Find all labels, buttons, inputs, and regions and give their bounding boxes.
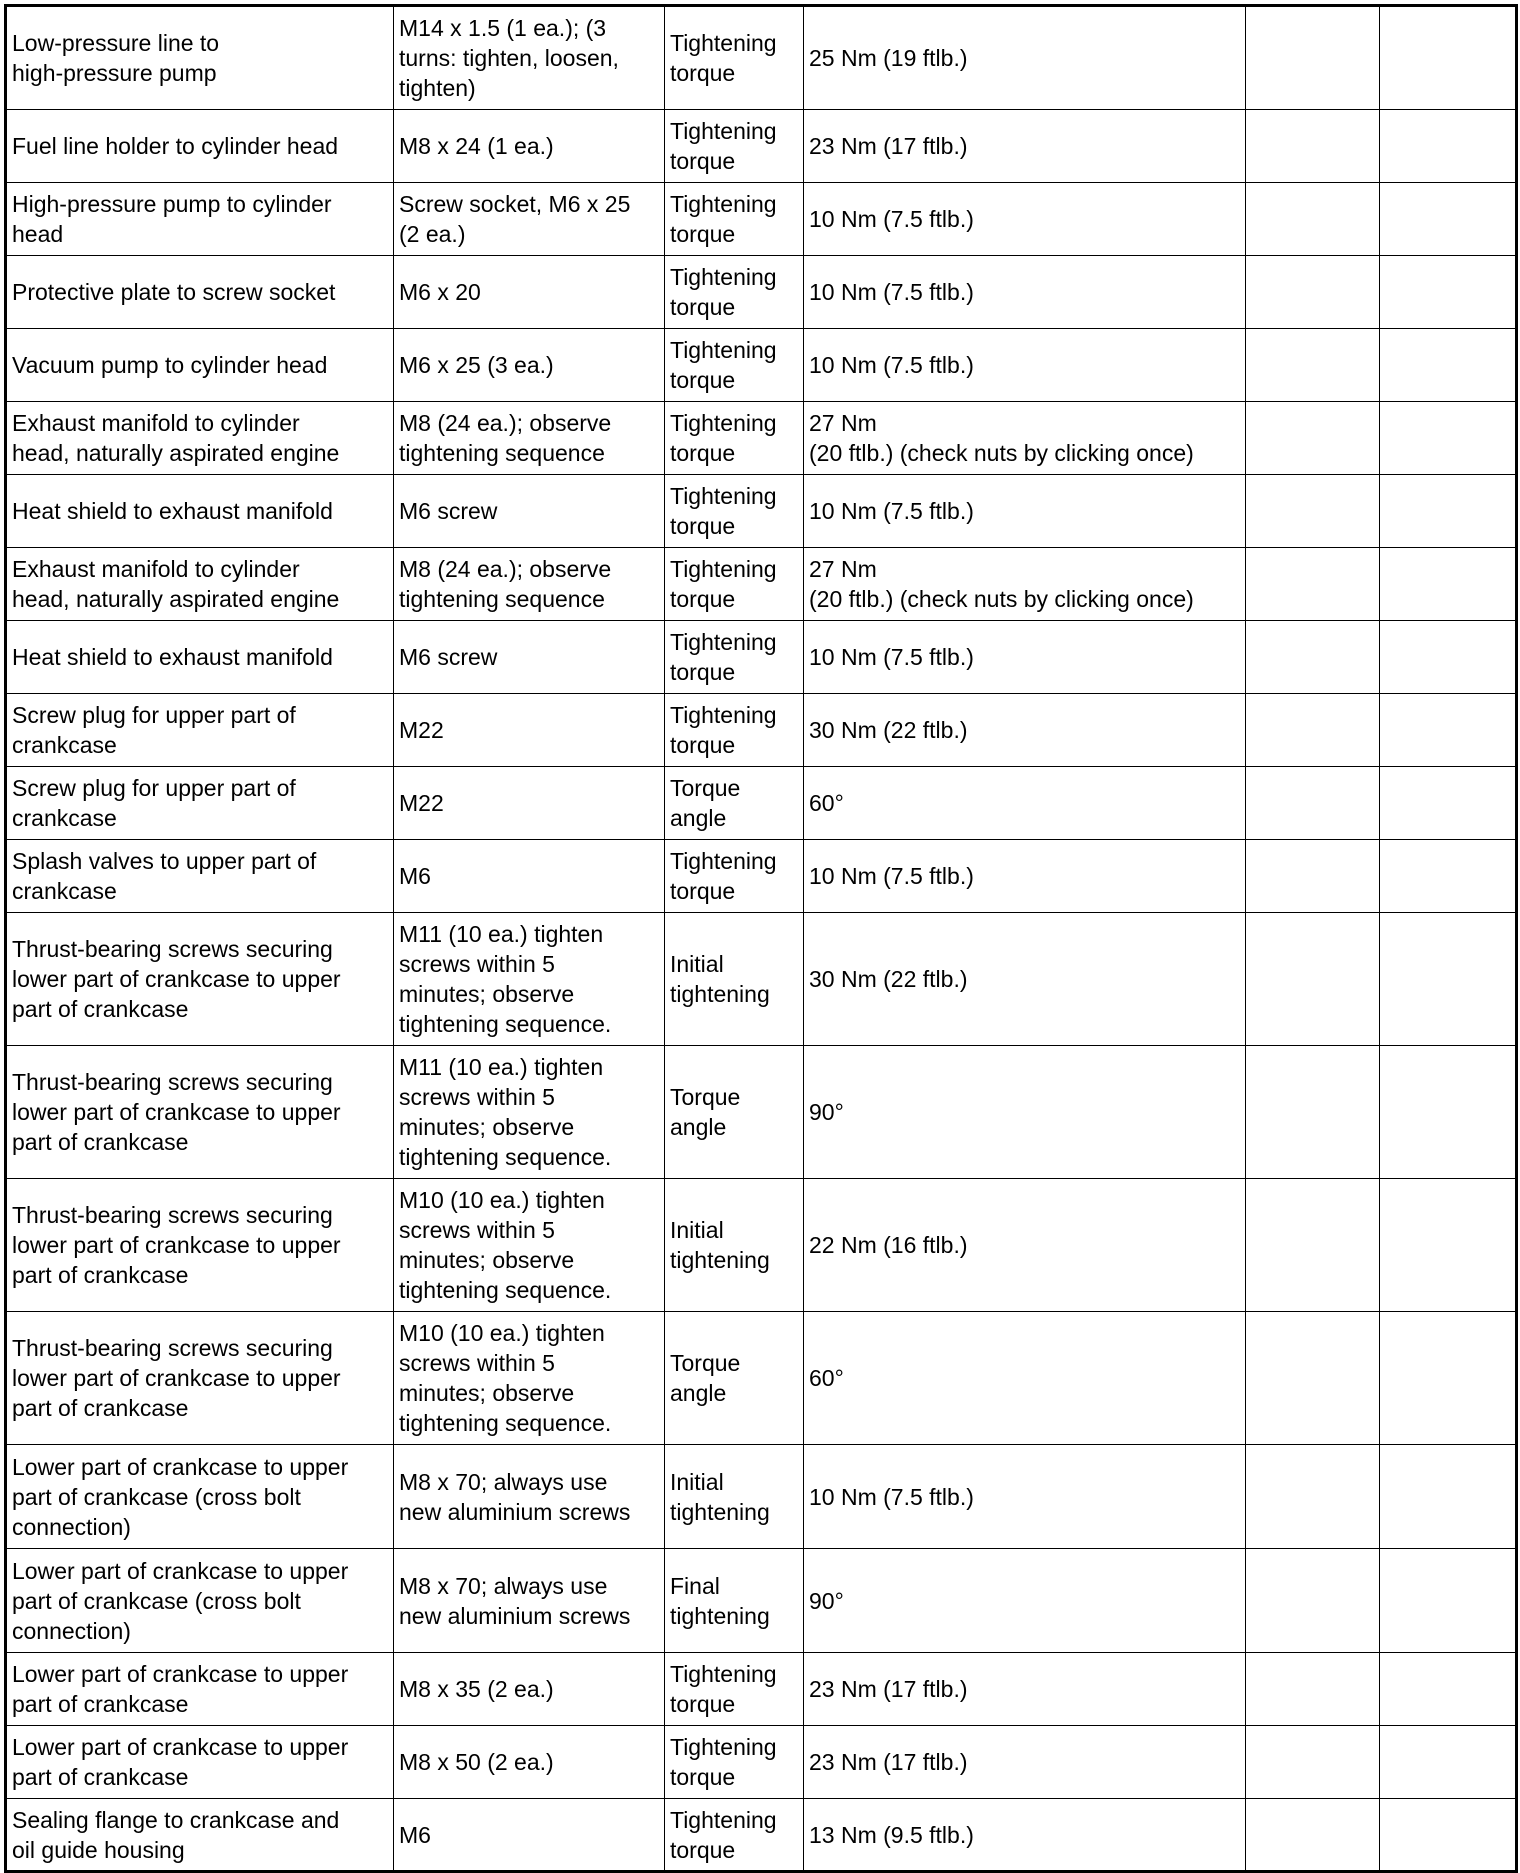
table-row (6, 256, 1517, 329)
table-row (6, 1312, 1517, 1445)
cell-blank (1380, 1046, 1517, 1179)
cell-blank (1380, 767, 1517, 840)
table-row (6, 840, 1517, 913)
cell-fastener: M11 (10 ea.) tighten screws within 5 minutes; observe tightening sequence. (394, 1046, 665, 1179)
cell-blank (1380, 1312, 1517, 1445)
table-row (6, 6, 1517, 110)
cell-blank (1246, 1312, 1380, 1445)
torque-spec-table (4, 4, 1518, 1873)
cell-value: 10 Nm (7.5 ftlb.) (804, 183, 1246, 256)
cell-value: 10 Nm (7.5 ftlb.) (804, 256, 1246, 329)
cell-fastener: M8 x 70; always use new aluminium screws (394, 1549, 665, 1653)
cell-component: Heat shield to exhaust manifold (6, 621, 394, 694)
cell-value: 30 Nm (22 ftlb.) (804, 694, 1246, 767)
cell-value: 90° (804, 1046, 1246, 1179)
cell-fastener: M6 x 25 (3 ea.) (394, 329, 665, 402)
cell-blank (1246, 402, 1380, 475)
cell-type: Tightening torque (665, 475, 804, 548)
cell-type: Tightening torque (665, 329, 804, 402)
cell-fastener: M8 (24 ea.); observe tightening sequence (394, 402, 665, 475)
cell-blank (1380, 183, 1517, 256)
cell-blank (1380, 694, 1517, 767)
cell-blank (1380, 621, 1517, 694)
cell-type: Initial tightening (665, 1179, 804, 1312)
cell-component: Thrust-bearing screws securing lower part of crankcase to upper part of crankcase (6, 1312, 394, 1445)
cell-blank (1246, 1046, 1380, 1179)
cell-value: 22 Nm (16 ftlb.) (804, 1179, 1246, 1312)
cell-value: 30 Nm (22 ftlb.) (804, 913, 1246, 1046)
cell-blank (1246, 621, 1380, 694)
cell-value: 23 Nm (17 ftlb.) (804, 1726, 1246, 1799)
cell-fastener: M8 x 24 (1 ea.) (394, 110, 665, 183)
cell-blank (1246, 183, 1380, 256)
cell-blank (1246, 548, 1380, 621)
table-row (6, 110, 1517, 183)
table-row (6, 183, 1517, 256)
cell-value: 60° (804, 767, 1246, 840)
cell-blank (1246, 256, 1380, 329)
cell-blank (1246, 694, 1380, 767)
cell-component: Heat shield to exhaust manifold (6, 475, 394, 548)
cell-fastener: M6 screw (394, 621, 665, 694)
cell-fastener: M6 (394, 840, 665, 913)
cell-component: Thrust-bearing screws securing lower part of crankcase to upper part of crankcase (6, 1046, 394, 1179)
cell-blank (1380, 1549, 1517, 1653)
cell-blank (1380, 1445, 1517, 1549)
table-row (6, 548, 1517, 621)
cell-value: 25 Nm (19 ftlb.) (804, 6, 1246, 110)
cell-value: 23 Nm (17 ftlb.) (804, 110, 1246, 183)
cell-blank (1380, 402, 1517, 475)
cell-blank (1246, 475, 1380, 548)
cell-fastener: M8 x 35 (2 ea.) (394, 1653, 665, 1726)
cell-fastener: M6 (394, 1799, 665, 1872)
cell-blank (1246, 1799, 1380, 1872)
cell-value: 60° (804, 1312, 1246, 1445)
cell-blank (1380, 913, 1517, 1046)
cell-type: Tightening torque (665, 6, 804, 110)
cell-type: Initial tightening (665, 1445, 804, 1549)
table-row (6, 402, 1517, 475)
cell-blank (1246, 1549, 1380, 1653)
cell-blank (1380, 1653, 1517, 1726)
table-row (6, 694, 1517, 767)
cell-component: Sealing flange to crankcase and oil guide housing (6, 1799, 394, 1872)
cell-type: Tightening torque (665, 1799, 804, 1872)
cell-type: Tightening torque (665, 621, 804, 694)
cell-blank (1380, 1726, 1517, 1799)
cell-component: Exhaust manifold to cylinder head, naturally aspirated engine (6, 402, 394, 475)
cell-component: Protective plate to screw socket (6, 256, 394, 329)
cell-blank (1246, 329, 1380, 402)
cell-blank (1380, 6, 1517, 110)
table-row (6, 329, 1517, 402)
cell-fastener: M6 x 20 (394, 256, 665, 329)
table-row (6, 913, 1517, 1046)
cell-blank (1246, 1179, 1380, 1312)
cell-blank (1380, 840, 1517, 913)
table-body (6, 6, 1517, 1872)
cell-component: Low-pressure line to high-pressure pump (6, 6, 394, 110)
cell-type: Tightening torque (665, 110, 804, 183)
cell-blank (1246, 1653, 1380, 1726)
cell-component: Fuel line holder to cylinder head (6, 110, 394, 183)
cell-fastener: M14 x 1.5 (1 ea.); (3 turns: tighten, loosen, tighten) (394, 6, 665, 110)
table-row (6, 1179, 1517, 1312)
table-row (6, 621, 1517, 694)
cell-type: Torque angle (665, 1312, 804, 1445)
cell-blank (1380, 548, 1517, 621)
cell-blank (1380, 329, 1517, 402)
cell-value: 10 Nm (7.5 ftlb.) (804, 475, 1246, 548)
cell-type: Tightening torque (665, 840, 804, 913)
cell-type: Tightening torque (665, 548, 804, 621)
cell-blank (1380, 1179, 1517, 1312)
cell-blank (1380, 110, 1517, 183)
cell-type: Final tightening (665, 1549, 804, 1653)
cell-blank (1246, 110, 1380, 183)
cell-component: Vacuum pump to cylinder head (6, 329, 394, 402)
cell-fastener: Screw socket, M6 x 25 (2 ea.) (394, 183, 665, 256)
cell-fastener: M8 x 70; always use new aluminium screws (394, 1445, 665, 1549)
cell-type: Tightening torque (665, 256, 804, 329)
cell-type: Tightening torque (665, 694, 804, 767)
cell-value: 10 Nm (7.5 ftlb.) (804, 840, 1246, 913)
cell-component: Exhaust manifold to cylinder head, naturally aspirated engine (6, 548, 394, 621)
cell-component: Thrust-bearing screws securing lower part of crankcase to upper part of crankcase (6, 913, 394, 1046)
cell-fastener: M8 x 50 (2 ea.) (394, 1726, 665, 1799)
cell-component: Screw plug for upper part of crankcase (6, 767, 394, 840)
cell-type: Tightening torque (665, 402, 804, 475)
table-row (6, 767, 1517, 840)
cell-type: Tightening torque (665, 183, 804, 256)
cell-value: 23 Nm (17 ftlb.) (804, 1653, 1246, 1726)
table-row (6, 1726, 1517, 1799)
cell-type: Torque angle (665, 1046, 804, 1179)
cell-blank (1380, 475, 1517, 548)
cell-blank (1380, 1799, 1517, 1872)
cell-blank (1246, 840, 1380, 913)
cell-value: 13 Nm (9.5 ftlb.) (804, 1799, 1246, 1872)
cell-blank (1246, 1726, 1380, 1799)
cell-fastener: M10 (10 ea.) tighten screws within 5 minutes; observe tightening sequence. (394, 1179, 665, 1312)
cell-type: Tightening torque (665, 1726, 804, 1799)
cell-value: 90° (804, 1549, 1246, 1653)
table-row (6, 1549, 1517, 1653)
cell-component: Lower part of crankcase to upper part of crankcase (6, 1726, 394, 1799)
cell-component: Screw plug for upper part of crankcase (6, 694, 394, 767)
cell-component: High-pressure pump to cylinder head (6, 183, 394, 256)
table-row (6, 475, 1517, 548)
cell-blank (1246, 913, 1380, 1046)
cell-value: 10 Nm (7.5 ftlb.) (804, 621, 1246, 694)
cell-component: Thrust-bearing screws securing lower part of crankcase to upper part of crankcase (6, 1179, 394, 1312)
table-row (6, 1046, 1517, 1179)
cell-fastener: M10 (10 ea.) tighten screws within 5 minutes; observe tightening sequence. (394, 1312, 665, 1445)
cell-component: Lower part of crankcase to upper part of crankcase (cross bolt connection) (6, 1445, 394, 1549)
cell-fastener: M8 (24 ea.); observe tightening sequence (394, 548, 665, 621)
cell-blank (1246, 1445, 1380, 1549)
cell-fastener: M6 screw (394, 475, 665, 548)
cell-value: 27 Nm (20 ftlb.) (check nuts by clicking once) (804, 402, 1246, 475)
cell-type: Torque angle (665, 767, 804, 840)
cell-blank (1246, 767, 1380, 840)
cell-value: 27 Nm (20 ftlb.) (check nuts by clicking once) (804, 548, 1246, 621)
cell-type: Initial tightening (665, 913, 804, 1046)
cell-component: Lower part of crankcase to upper part of crankcase (cross bolt connection) (6, 1549, 394, 1653)
table-row (6, 1653, 1517, 1726)
cell-value: 10 Nm (7.5 ftlb.) (804, 1445, 1246, 1549)
cell-value: 10 Nm (7.5 ftlb.) (804, 329, 1246, 402)
cell-blank (1380, 256, 1517, 329)
cell-type: Tightening torque (665, 1653, 804, 1726)
cell-fastener: M22 (394, 694, 665, 767)
cell-fastener: M22 (394, 767, 665, 840)
cell-blank (1246, 6, 1380, 110)
cell-component: Splash valves to upper part of crankcase (6, 840, 394, 913)
cell-fastener: M11 (10 ea.) tighten screws within 5 minutes; observe tightening sequence. (394, 913, 665, 1046)
cell-component: Lower part of crankcase to upper part of crankcase (6, 1653, 394, 1726)
table-row (6, 1445, 1517, 1549)
table-row (6, 1799, 1517, 1872)
